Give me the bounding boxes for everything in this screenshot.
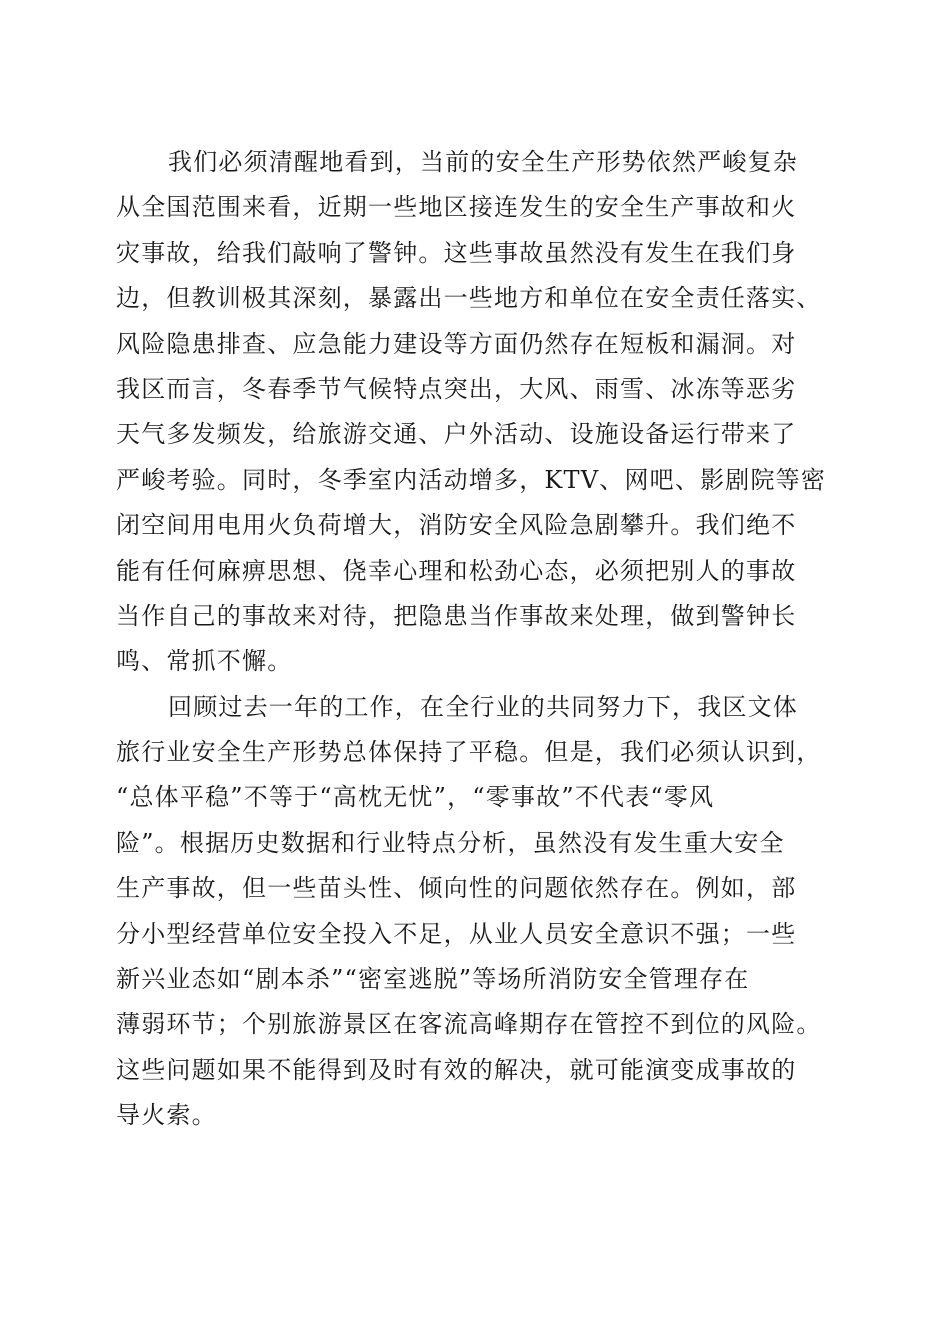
paragraph-line: 导火索。 bbox=[116, 1101, 217, 1130]
paragraph-line: 旅行业安全生产形势总体保持了平稳。但是，我们必须认识到， bbox=[116, 738, 822, 767]
paragraph-line: 从全国范围来看，近期一些地区接连发生的安全生产事故和火 bbox=[116, 193, 797, 222]
paragraph-line: 薄弱环节；个别旅游景区在客流高峰期存在管控不到位的风险。 bbox=[116, 1010, 822, 1039]
paragraph-line: 险”。根据历史数据和行业特点分析，虽然没有发生重大安全 bbox=[116, 828, 785, 857]
paragraph-line: 严峻考验。同时，冬季室内活动增多，KTV、网吧、影剧院等密 bbox=[116, 465, 827, 494]
paragraph-2 bbox=[116, 685, 836, 1139]
paragraph-line: 回顾过去一年的工作，在全行业的共同努力下，我区文体 bbox=[168, 692, 798, 721]
paragraph-line: 我们必须清醒地看到，当前的安全生产形势依然严峻复杂 bbox=[168, 148, 798, 176]
paragraph-line: 新兴业态如“剧本杀”“密室逃脱”等场所消防安全管理存在 bbox=[116, 965, 750, 994]
paragraph-line: 闭空间用电用火负荷增大，消防安全风险急剧攀升。我们绝不 bbox=[116, 511, 797, 540]
paragraph-line: 生产事故，但一些苗头性、倾向性的问题依然存在。例如，部 bbox=[116, 874, 797, 903]
paragraph-line: 风险隐患排查、应急能力建设等方面仍然存在短板和漏洞。对 bbox=[116, 329, 797, 358]
paragraph-line: 天气多发频发，给旅游交通、户外活动、设施设备运行带来了 bbox=[116, 420, 797, 449]
paragraph-1 bbox=[116, 140, 836, 685]
paragraph-line: 灾事故，给我们敲响了警钟。这些事故虽然没有发生在我们身 bbox=[116, 238, 797, 267]
paragraph-line: 鸣、常抓不懈。 bbox=[116, 647, 293, 676]
paragraph-line: 我区而言，冬春季节气候特点突出，大风、雨雪、冰冻等恶劣 bbox=[116, 374, 797, 403]
paragraph-line: 这些问题如果不能得到及时有效的解决，就可能演变成事故的 bbox=[116, 1055, 797, 1084]
document-body bbox=[116, 140, 836, 1139]
paragraph-line: 能有任何麻痹思想、侥幸心理和松劲心态，必须把别人的事故 bbox=[116, 556, 797, 585]
paragraph-line: “总体平稳”不等于“高枕无忧”，“零事故”不代表“零风 bbox=[116, 783, 715, 812]
paragraph-line: 边，但教训极其深刻，暴露出一些地方和单位在安全责任落实、 bbox=[116, 284, 822, 313]
paragraph-line: 分小型经营单位安全投入不足，从业人员安全意识不强；一些 bbox=[116, 919, 797, 948]
paragraph-line: 当作自己的事故来对待，把隐患当作事故来处理，做到警钟长 bbox=[116, 601, 797, 630]
